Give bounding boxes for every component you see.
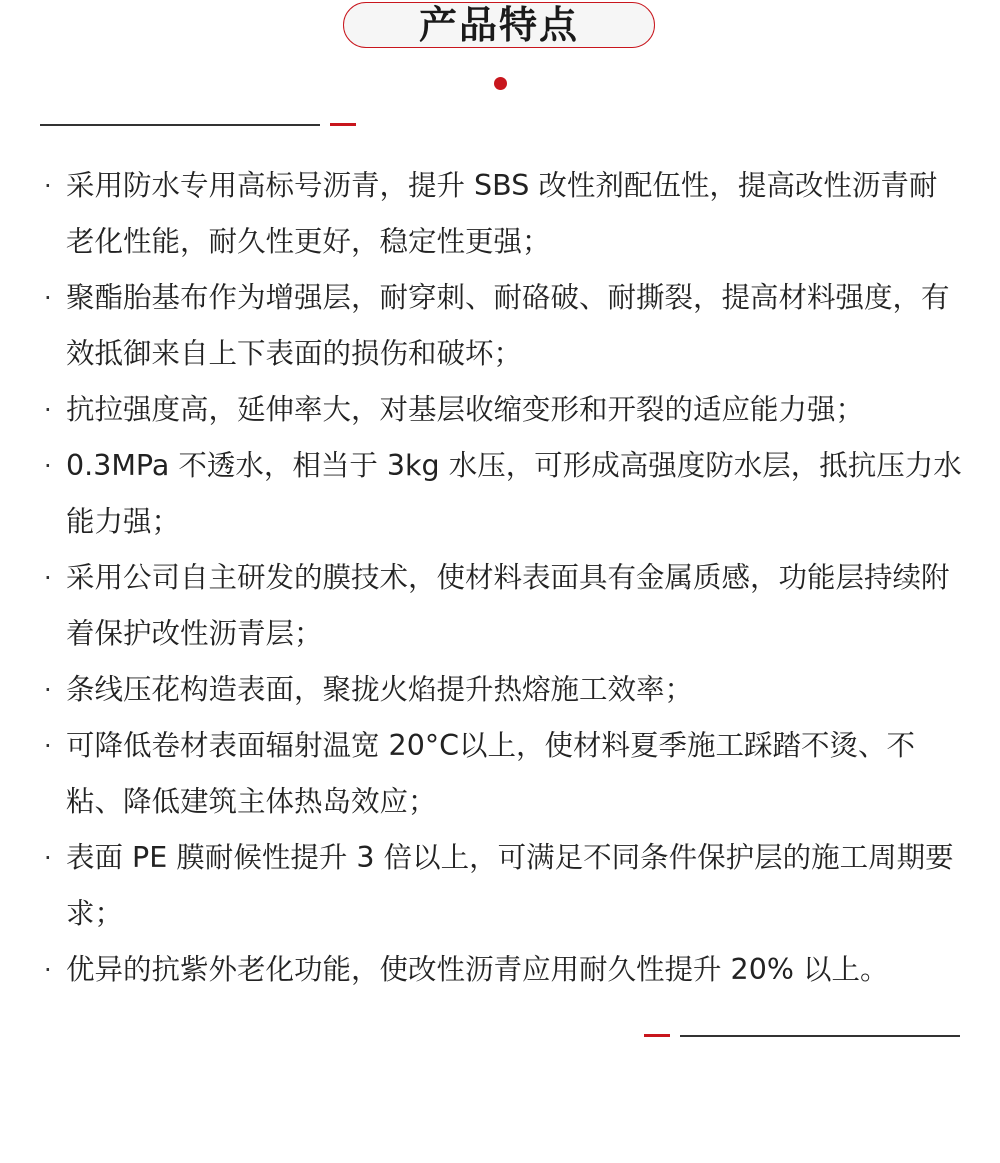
feature-text: 聚酯胎基布作为增强层，耐穿刺、耐硌破、耐撕裂，提高材料强度，有效抵御来自上下表面的损伤和破坏；: [66, 281, 950, 370]
feature-item: [40, 382, 965, 438]
feature-item: [40, 718, 965, 830]
feature-text: 表面 PE 膜耐候性提升 3 倍以上，可满足不同条件保护层的施工周期要求；: [66, 841, 954, 930]
bottom-divider-line: [680, 1035, 960, 1037]
bullet-dot: ·: [44, 844, 52, 872]
bullet-dot: ·: [44, 676, 52, 704]
feature-text: 0.3MPa 不透水，相当于 3kg 水压，可形成高强度防水层，抵抗压力水能力强；: [66, 449, 962, 538]
top-divider-accent: [330, 123, 356, 126]
bullet-dot: ·: [44, 452, 52, 480]
feature-text: 抗拉强度高，延伸率大，对基层收缩变形和开裂的适应能力强；: [66, 393, 865, 426]
feature-text: 可降低卷材表面辐射温宽 20°C以上，使材料夏季施工踩踏不烫、不粘、降低建筑主体热岛效应；: [66, 729, 915, 818]
feature-item: [40, 662, 965, 718]
bullet-dot: ·: [44, 284, 52, 312]
bullet-dot: ·: [44, 956, 52, 984]
feature-item: [40, 270, 965, 382]
bullet-dot: ·: [44, 172, 52, 200]
feature-item: [40, 830, 965, 942]
bullet-dot: ·: [44, 396, 52, 424]
feature-item: [40, 942, 965, 998]
section-title: 产品特点: [418, 3, 579, 47]
feature-item: [40, 550, 965, 662]
feature-text: 优异的抗紫外老化功能，使改性沥青应用耐久性提升 20% 以上。: [66, 953, 889, 986]
feature-item: [40, 158, 965, 270]
feature-text: 条线压花构造表面，聚拢火焰提升热熔施工效率；: [66, 673, 694, 706]
feature-text: 采用防水专用高标号沥青，提升 SBS 改性剂配伍性，提高改性沥青耐老化性能，耐久性更好，稳定性更强；: [66, 169, 938, 258]
bottom-divider-accent: [644, 1034, 670, 1037]
feature-item: [40, 438, 965, 550]
section-title-badge: [343, 2, 655, 48]
bullet-dot: ·: [44, 564, 52, 592]
feature-list: [40, 158, 965, 998]
feature-text: 采用公司自主研发的膜技术，使材料表面具有金属质感，功能层持续附着保护改性沥青层；: [66, 561, 950, 650]
top-divider-line: [40, 124, 320, 126]
bullet-dot: ·: [44, 732, 52, 760]
decorative-red-dot: [494, 77, 507, 90]
